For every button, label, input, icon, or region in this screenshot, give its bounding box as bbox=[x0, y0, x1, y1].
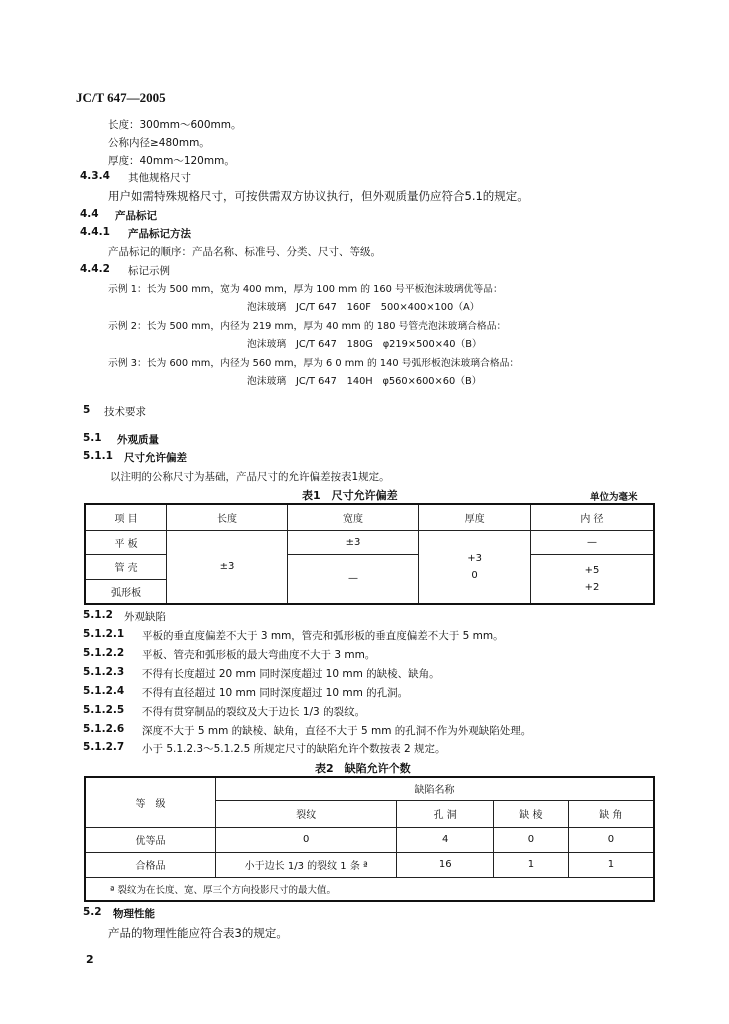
row-label-flat: 平 板 bbox=[85, 530, 167, 554]
paragraph: 小于 5.1.2.3～5.1.2.5 所规定尺寸的缺陷允许个数按表 2 规定。 bbox=[142, 743, 446, 755]
paragraph: 深度不大于 5 mm 的缺棱、缺角，直径不大于 5 mm 的孔洞不作为外观缺陷处理。 bbox=[142, 725, 532, 737]
section-title: 标记示例 bbox=[128, 265, 170, 277]
inner-lower: +2 bbox=[584, 581, 600, 593]
section-number: 5.1.2.5 bbox=[83, 704, 125, 716]
width-tolerance-flat: ±3 bbox=[287, 530, 419, 554]
value-cell: 0 bbox=[568, 827, 654, 852]
section-number: 5.1.2.1 bbox=[83, 628, 125, 640]
page-number: 2 bbox=[86, 953, 94, 966]
section-number: 5.1.2.7 bbox=[83, 741, 125, 753]
section-number: 5.1 bbox=[83, 432, 102, 444]
table-header-cell: 项 目 bbox=[85, 504, 167, 530]
paragraph: 不得有长度超过 20 mm 同时深度超过 10 mm 的缺棱、缺角。 bbox=[142, 668, 440, 680]
inner-diameter-flat: — bbox=[530, 530, 654, 554]
defect-subheader: 裂纹 bbox=[216, 800, 397, 827]
table-header-cell: 长度 bbox=[167, 504, 288, 530]
defect-table bbox=[84, 776, 655, 902]
table-header-cell: 内 径 bbox=[530, 504, 654, 530]
table1-caption: 表1 尺寸允许偏差 bbox=[302, 489, 398, 502]
section-number: 5 bbox=[83, 404, 91, 416]
grade-cell: 合格品 bbox=[85, 852, 216, 877]
row-label-curved: 弧形板 bbox=[85, 579, 167, 604]
section-number: 5.2 bbox=[83, 906, 102, 918]
thickness-tolerance bbox=[419, 530, 531, 604]
table-footnote: ª 裂纹为在长度、宽、厚三个方向投影尺寸的最大值。 bbox=[85, 877, 654, 901]
inner-upper: +5 bbox=[584, 564, 600, 576]
example-text: 示例 3：长为 600 mm，内径为 560 mm，厚为 6 0 mm 的 140 号弧形板泡沫玻璃合格品： bbox=[108, 358, 520, 369]
paragraph: 不得有直径超过 10 mm 同时深度超过 10 mm 的孔洞。 bbox=[142, 687, 409, 699]
section-number: 4.4.2 bbox=[80, 263, 110, 275]
value-cell: 16 bbox=[397, 852, 494, 877]
section-number: 5.1.2.6 bbox=[83, 723, 125, 735]
paragraph: 产品的物理性能应符合表3的规定。 bbox=[108, 926, 288, 940]
paragraph: 平板、管壳和弧形板的最大弯曲度不大于 3 mm。 bbox=[142, 649, 376, 661]
value-cell: 4 bbox=[397, 827, 494, 852]
paragraph: 用户如需特殊规格尺寸，可按供需双方协议执行，但外观质量仍应符合5.1的规定。 bbox=[108, 189, 529, 203]
defect-header: 缺陷名称 bbox=[216, 777, 654, 800]
paragraph: 平板的垂直度偏差不大于 3 mm，管壳和弧形板的垂直度偏差不大于 5 mm。 bbox=[142, 630, 504, 642]
example-text: 示例 2：长为 500 mm，内径为 219 mm，厚为 40 mm 的 180 号管壳泡沫玻璃合格品： bbox=[108, 321, 507, 332]
section-title: 其他规格尺寸 bbox=[128, 172, 191, 184]
section-number: 5.1.2.4 bbox=[83, 685, 125, 697]
tolerance-table bbox=[84, 503, 655, 605]
spec-diameter: 公称内径≥480mm。 bbox=[108, 137, 210, 149]
section-title: 外观缺陷 bbox=[124, 611, 166, 623]
value-cell: 0 bbox=[494, 827, 569, 852]
value-cell: 1 bbox=[494, 852, 569, 877]
example-marking: 泡沫玻璃 JC/T 647 140H φ560×600×60（B） bbox=[247, 376, 482, 387]
section-title: 产品标记 bbox=[115, 210, 157, 222]
section-title: 外观质量 bbox=[117, 434, 159, 446]
section-number: 5.1.2.2 bbox=[83, 647, 125, 659]
paragraph: 不得有贯穿制品的裂纹及大于边长 1/3 的裂纹。 bbox=[142, 706, 366, 718]
section-number: 4.4 bbox=[80, 208, 99, 220]
table1-unit: 单位为毫米 bbox=[590, 492, 638, 503]
spec-thickness: 厚度：40mm～120mm。 bbox=[108, 155, 235, 167]
example-marking: 泡沫玻璃 JC/T 647 160F 500×400×100（A） bbox=[247, 302, 480, 313]
thickness-lower: 0 bbox=[471, 569, 478, 581]
table2-caption: 表2 缺陷允许个数 bbox=[315, 762, 411, 775]
section-number: 5.1.2.3 bbox=[83, 666, 125, 678]
section-title: 产品标记方法 bbox=[128, 228, 191, 240]
width-tolerance-other: — bbox=[287, 554, 419, 604]
section-title: 技术要求 bbox=[104, 406, 146, 418]
section-number: 5.1.1 bbox=[83, 450, 113, 462]
section-title: 物理性能 bbox=[113, 908, 155, 920]
section-number: 4.3.4 bbox=[80, 170, 110, 182]
thickness-upper: +3 bbox=[467, 552, 482, 564]
defect-subheader: 缺 角 bbox=[568, 800, 654, 827]
grade-cell: 优等品 bbox=[85, 827, 216, 852]
example-marking: 泡沫玻璃 JC/T 647 180G φ219×500×40（B） bbox=[247, 339, 482, 350]
spec-length: 长度：300mm～600mm。 bbox=[108, 119, 242, 131]
value-cell: 0 bbox=[216, 827, 397, 852]
example-text: 示例 1：长为 500 mm，宽为 400 mm，厚为 100 mm 的 160 号平板泡沫玻璃优等品： bbox=[108, 284, 503, 295]
inner-diameter-tolerance bbox=[530, 554, 654, 604]
paragraph: 以注明的公称尺寸为基础，产品尺寸的允许偏差按表1规定。 bbox=[110, 471, 390, 483]
paragraph: 产品标记的顺序：产品名称、标准号、分类、尺寸、等级。 bbox=[108, 246, 381, 258]
section-number: 4.4.1 bbox=[80, 226, 110, 238]
row-label-shell: 管 壳 bbox=[85, 554, 167, 579]
table-header-cell: 厚度 bbox=[419, 504, 531, 530]
section-title: 尺寸允许偏差 bbox=[124, 452, 187, 464]
table-header-cell: 宽度 bbox=[287, 504, 419, 530]
defect-subheader: 缺 棱 bbox=[494, 800, 569, 827]
value-cell: 小于边长 1/3 的裂纹 1 条 ª bbox=[216, 852, 397, 877]
section-number: 5.1.2 bbox=[83, 609, 113, 621]
grade-header: 等 级 bbox=[85, 777, 216, 827]
value-cell: 1 bbox=[568, 852, 654, 877]
length-tolerance: ±3 bbox=[167, 530, 288, 604]
standard-header: JC/T 647—2005 bbox=[76, 90, 166, 105]
defect-subheader: 孔 洞 bbox=[397, 800, 494, 827]
